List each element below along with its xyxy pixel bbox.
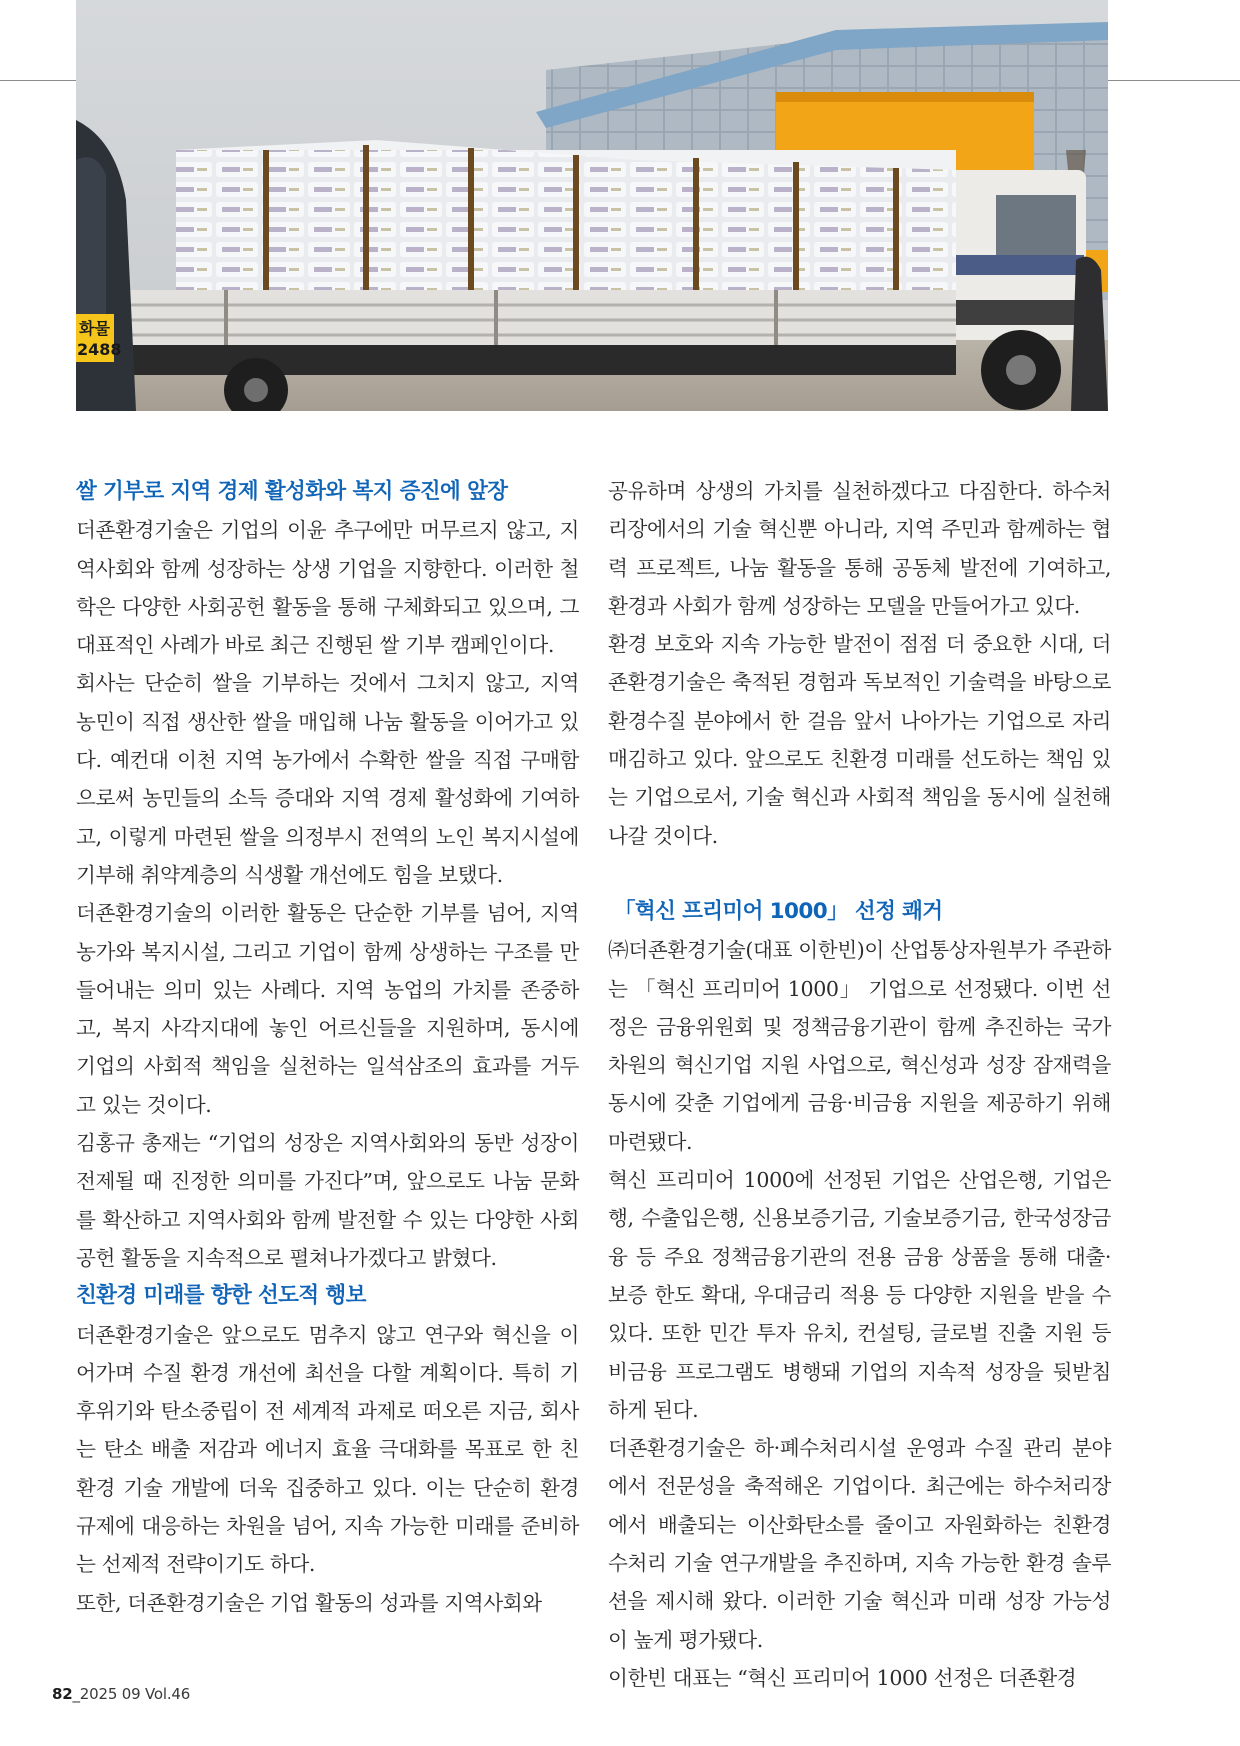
heading-rice-donation: 쌀 기부로 지역 경제 활성화와 복지 증진에 앞장 [76, 479, 508, 504]
paragraph: ㈜더죤환경기술(대표 이한빈)이 산업통상자원부가 주관하는 「혁신 프리미어 1000」 기업으로 선정됐다. 이번 선정은 금융위원회 및 정책금융기관이 함께 추진하는 국가 차원의 혁신기업 지원 사업으로, 혁신성과 성장 잠재력을 동시에 갖춘 기업에게 금융·비금융 지원을 제공하기 위해 마련됐다. [608, 938, 1111, 1154]
truck-sign-line2: 2488 [77, 340, 122, 359]
heading-eco-future: 친환경 미래를 향한 선도적 행보 [76, 1283, 366, 1309]
paragraph: 이한빈 대표는 “혁신 프리미어 1000 선정은 더죤환경 [608, 1665, 1077, 1690]
paragraph: 회사는 단순히 쌀을 기부하는 것에서 그치지 않고, 지역 농민이 직접 생산한 쌀을 매입해 나눔 활동을 이어가고 있다. 예컨대 이천 지역 농가에서 수확한 쌀을 직접 구매함으로써 농민들의 소득 증대와 지역 경제 활성화에 기여하고, 이렇게 마련된 쌀을 의정부시 전역의 노인 복지시설에 기부해 취약계층의 식생활 개선에도 힘을 보탰다. [76, 671, 579, 887]
paragraph: 더죤환경기술은 앞으로도 멈추지 않고 연구와 혁신을 이어가며 수질 환경 개선에 최선을 다할 계획이다. 특히 기후위기와 탄소중립이 전 세계적 과제로 떠오른 지금, 회사는 탄소 배출 저감과 에너지 효율 극대화를 목표로 한 친환경 기술 개발에 더욱 집중하고 있다. 이는 단순히 환경 규제에 대응하는 차원을 넘어, 지속 가능한 미래를 준비하는 선제적 전략이기도 하다. [76, 1322, 579, 1577]
rice-truck-photo [76, 0, 1108, 411]
left-column [76, 473, 579, 1622]
top-rule-left [0, 80, 76, 81]
truck-sign-line1: 화물 [79, 319, 110, 338]
page-footer [52, 1685, 190, 1703]
page-number: 82 [52, 1685, 73, 1703]
paragraph: 김홍규 총재는 “기업의 성장은 지역사회와의 동반 성장이 전제될 때 진정한 의미를 가진다”며, 앞으로도 나눔 문화를 확산하고 지역사회와 함께 발전할 수 있는 다양한 사회공헌 활동을 지속적으로 펼쳐나가겠다고 밝혔다. [76, 1131, 579, 1270]
issue-info: _2025 09 Vol.46 [72, 1685, 191, 1703]
paragraph: 혁신 프리미어 1000에 선정된 기업은 산업은행, 기업은행, 수출입은행, 신용보증기금, 기술보증기금, 한국성장금융 등 주요 정책금융기관의 전용 금융 상품을 통해 대출·보증 한도 확대, 우대금리 적용 등 다양한 지원을 받을 수 있다. 또한 민간 투자 유치, 컨설팅, 글로벌 진출 지원 등 비금융 프로그램도 병행돼 기업의 지속적 성장을 뒷받침하게 된다. [608, 1168, 1111, 1422]
paragraph: 또한, 더죤환경기술은 기업 활동의 성과를 지역사회와 [76, 1590, 542, 1615]
right-column [608, 472, 1111, 1697]
heading-innovation-premier: 「혁신 프리미어 1000」 선정 쾌거 [614, 898, 943, 924]
paragraph: 공유하며 상생의 가치를 실천하겠다고 다짐한다. 하수처리장에서의 기술 혁신뿐 아니라, 지역 주민과 함께하는 협력 프로젝트, 나눔 활동을 통해 공동체 발전에 기여하고, 환경과 사회가 함께 성장하는 모델을 만들어가고 있다. [608, 479, 1111, 618]
paragraph: 환경 보호와 지속 가능한 발전이 점점 더 중요한 시대, 더죤환경기술은 축적된 경험과 독보적인 기술력을 바탕으로 환경수질 분야에서 한 걸음 앞서 나아가는 기업으로 자리매김하고 있다. 앞으로도 친환경 미래를 선도하는 책임 있는 기업으로서, 기술 혁신과 사회적 책임을 동시에 실천해 나갈 것이다. [608, 632, 1111, 848]
paragraph: 더죤환경기술은 하·폐수처리시설 운영과 수질 관리 분야에서 전문성을 축적해온 기업이다. 최근에는 하수처리장에서 배출되는 이산화탄소를 줄이고 자원화하는 친환경 수처리 기술 연구개발을 추진하며, 지속 가능한 환경 솔루션을 제시해 왔다. 이러한 기술 혁신과 미래 성장 가능성이 높게 평가됐다. [608, 1436, 1111, 1652]
paragraph: 더죤환경기술의 이러한 활동은 단순한 기부를 넘어, 지역 농가와 복지시설, 그리고 기업이 함께 상생하는 구조를 만들어내는 의미 있는 사례다. 지역 농업의 가치를 존중하고, 복지 사각지대에 놓인 어르신들을 지원하며, 동시에 기업의 사회적 책임을 실천하는 일석삼조의 효과를 거두고 있는 것이다. [76, 901, 579, 1117]
top-rule-right [1108, 80, 1240, 81]
paragraph: 더죤환경기술은 기업의 이윤 추구에만 머무르지 않고, 지역사회와 함께 성장하는 상생 기업을 지향한다. 이러한 철학은 다양한 사회공헌 활동을 통해 구체화되고 있으며, 그 대표적인 사례가 바로 최근 진행된 쌀 기부 캠페인이다. [76, 518, 579, 658]
